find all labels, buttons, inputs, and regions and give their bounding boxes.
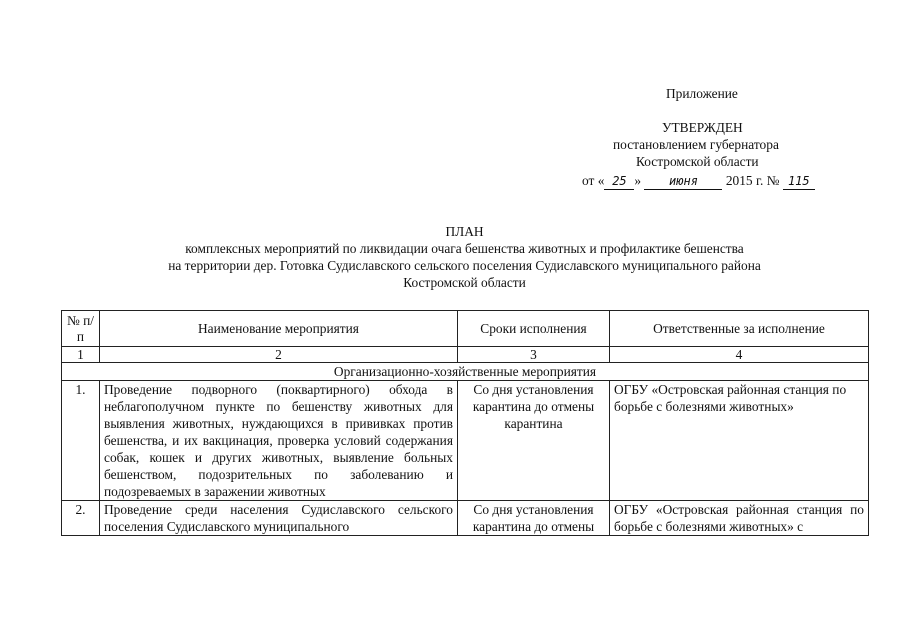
table-row xyxy=(62,381,869,501)
resolution-date xyxy=(582,172,815,190)
date-day: 25 xyxy=(604,174,634,190)
table-row xyxy=(62,501,869,536)
col-num-3: 3 xyxy=(458,347,610,363)
header-num: № п/п xyxy=(62,311,100,347)
plan-title: ПЛАН xyxy=(445,224,484,239)
approved-label: УТВЕРЖДЕН xyxy=(662,120,743,135)
resolution-line: постановлением губернатора xyxy=(613,137,779,152)
header-term: Сроки исполнения xyxy=(458,311,610,347)
section-row xyxy=(62,363,869,381)
col-num-1: 1 xyxy=(62,347,100,363)
appendix-label: Приложение xyxy=(666,86,738,101)
plan-subtitle-1: комплексных мероприятий по ликвидации очага бешенства животных и профилактике бешенства xyxy=(185,241,744,256)
col-num-2: 2 xyxy=(100,347,458,363)
row-measure: Проведение подворного (поквартирного) обхода в неблагополучном пункте по бешенству животных для выявления животных, нуждающихся в прививках против бешенства, и их вакцинация, проверка условий содержания собак, кошек и других животных, выявление больных бешенством, подозрительных по заболеванию и подозреваемых в заражении животных xyxy=(100,381,458,501)
date-year: 2015 г. № xyxy=(725,173,780,188)
resolution-number: 115 xyxy=(783,174,815,190)
plan-title-block xyxy=(61,223,868,291)
plan-subtitle-2: на территории дер. Готовка Судиславского сельского поселения Судиславского муниципального района xyxy=(168,258,761,273)
table-header-row xyxy=(62,311,869,347)
column-numbers-row xyxy=(62,347,869,363)
date-prefix: от « xyxy=(582,173,605,188)
header-responsible: Ответственные за исполнение xyxy=(610,311,869,347)
plan-subtitle-3: Костромской области xyxy=(403,275,526,290)
row-responsible: ОГБУ «Островская районная станция по борьбе с болезнями животных» с xyxy=(610,501,869,536)
measures-table xyxy=(61,310,869,536)
header-name: Наименование мероприятия xyxy=(100,311,458,347)
date-close: » xyxy=(634,173,642,188)
section-title: Организационно-хозяйственные мероприятия xyxy=(62,363,869,381)
row-responsible: ОГБУ «Островская районная станция по борьбе с болезнями животных» xyxy=(610,381,869,501)
row-term: Со дня установления карантина до отмены xyxy=(458,501,610,536)
row-term: Со дня установления карантина до отмены карантина xyxy=(458,381,610,501)
row-number: 2. xyxy=(62,501,100,536)
col-num-4: 4 xyxy=(610,347,869,363)
date-month: июня xyxy=(644,174,722,190)
row-measure: Проведение среди населения Судиславского сельского поселения Судиславского муниципального xyxy=(100,501,458,536)
region-line: Костромской области xyxy=(636,154,759,169)
row-number: 1. xyxy=(62,381,100,501)
